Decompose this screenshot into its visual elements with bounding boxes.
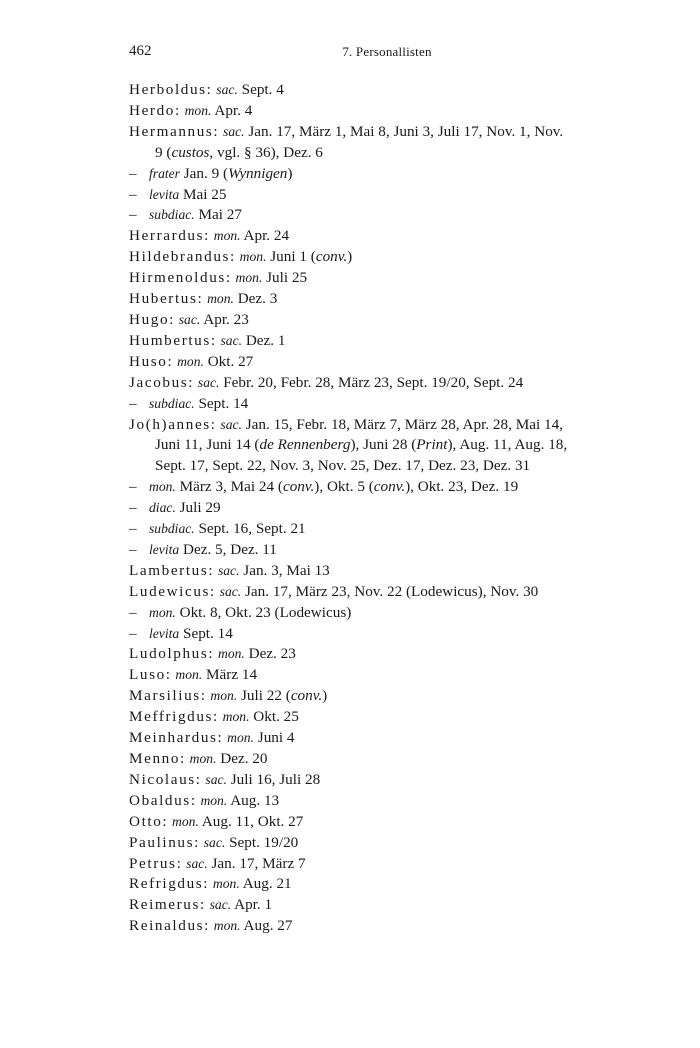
entry-text: Jan. 17, März 23, Nov. 22 (Lodewicus), Nov. 30 <box>241 582 539 600</box>
role-abbreviation: mon. <box>149 479 176 495</box>
italic-note: conv. <box>282 478 315 496</box>
entry-text: Jan. 9 ( <box>179 164 229 182</box>
entry-line <box>129 874 649 895</box>
entry-line <box>129 561 649 582</box>
entry-line <box>129 603 649 624</box>
entry-name: Luso: <box>129 666 172 684</box>
entry-text: Aug. 11, Okt. 27 <box>198 812 304 830</box>
entry-line <box>129 310 649 331</box>
entry-line <box>129 101 649 122</box>
entry-line <box>129 226 649 247</box>
role-abbreviation: sac. <box>217 562 240 578</box>
role-abbreviation: mon. <box>239 249 267 265</box>
entry-text: Apr. 24 <box>240 227 290 245</box>
entry-text: Okt. 25 <box>249 708 299 726</box>
entry-text: ), Juni 28 ( <box>350 436 417 454</box>
role-abbreviation: mon. <box>149 604 176 620</box>
entry-text: Sept. 17, Sept. 22, Nov. 3, Nov. 25, Dez. 17, Dez. 23, Dez. 31 <box>155 457 531 475</box>
entry-line <box>129 122 649 143</box>
role-abbreviation: mon. <box>172 813 199 829</box>
continuation-dash: – <box>129 206 137 224</box>
entry-text: Jan. 17, März 1, Mai 8, Juni 3, Juli 17, Nov. 1, Nov. <box>244 122 564 140</box>
entry-text: ), Aug. 11, Aug. 18, <box>447 436 568 454</box>
continuation-dash: – <box>129 499 137 517</box>
entry-name: Reimerus: <box>129 896 206 914</box>
role-abbreviation: mon. <box>212 876 240 892</box>
role-abbreviation: mon. <box>200 792 228 808</box>
role-abbreviation: subdiac. <box>149 395 195 411</box>
role-abbreviation: mon. <box>235 270 263 286</box>
entry-name: Petrus: <box>129 854 183 872</box>
role-abbreviation: sac. <box>178 311 201 327</box>
role-abbreviation: levita <box>149 541 180 557</box>
entry-text: Apr. 4 <box>211 101 253 119</box>
entry-line <box>129 540 649 561</box>
entry-text: ), Okt. 23, Dez. 19 <box>405 478 519 496</box>
entry-name: Herboldus: <box>129 81 213 98</box>
role-abbreviation: frater <box>149 165 180 181</box>
continuation-dash: – <box>129 478 137 496</box>
entry-line <box>129 624 649 645</box>
entry-line <box>129 185 649 206</box>
entry-line <box>129 644 649 665</box>
running-head <box>129 43 645 63</box>
role-abbreviation: diac. <box>149 500 176 516</box>
continuation-dash: – <box>129 164 137 182</box>
entry-line <box>129 80 649 101</box>
entry-line <box>129 394 649 415</box>
entry-line <box>129 247 649 268</box>
entry-line <box>129 665 649 686</box>
entry-line <box>129 331 649 352</box>
role-abbreviation: sac. <box>205 771 227 787</box>
entry-text: März 14 <box>202 666 258 684</box>
role-abbreviation: levita <box>149 625 180 641</box>
entry-line <box>129 519 649 540</box>
entry-text: Dez. 23 <box>244 645 296 663</box>
continuation-dash: – <box>129 394 137 412</box>
entry-line <box>129 498 649 519</box>
entry-text: ) <box>347 248 353 266</box>
role-abbreviation: sac. <box>197 374 220 390</box>
italic-note: Wynnigen <box>228 164 288 182</box>
entry-text: Jan. 3, Mai 13 <box>239 561 330 579</box>
role-abbreviation: mon. <box>222 709 250 725</box>
entry-name: Jacobus: <box>129 373 195 391</box>
continuation-dash: – <box>129 540 137 558</box>
entry-name: Herrardus: <box>129 227 210 245</box>
entry-name: Humbertus: <box>129 331 217 349</box>
entry-line <box>129 707 649 728</box>
italic-note: conv. <box>373 478 406 496</box>
role-abbreviation: mon. <box>227 730 254 746</box>
entry-text: ) <box>287 164 293 182</box>
role-abbreviation: sac. <box>209 897 232 913</box>
role-abbreviation: subdiac. <box>149 521 195 537</box>
entry-text: Juli 25 <box>262 269 308 287</box>
entry-name: Marsilius: <box>129 687 207 705</box>
entry-line <box>129 854 649 875</box>
entry-continuation-line <box>129 143 649 164</box>
entry-text: Sept. 16, Sept. 21 <box>194 520 306 538</box>
entry-text: Juni 4 <box>253 729 295 747</box>
role-abbreviation: mon. <box>207 291 234 307</box>
italic-note: conv. <box>290 687 323 705</box>
entry-line <box>129 205 649 226</box>
entry-line <box>129 770 649 791</box>
entry-name: Otto: <box>129 812 169 830</box>
entry-line <box>129 352 649 373</box>
entry-name: Ludewicus: <box>129 582 216 600</box>
entry-text: Juli 22 ( <box>237 687 291 705</box>
entry-text: Juli 29 <box>175 499 221 517</box>
role-abbreviation: sac. <box>223 123 245 139</box>
entry-text: 9 ( <box>155 143 172 161</box>
entry-name: Jo(h)annes: <box>129 415 217 433</box>
role-abbreviation: mon. <box>175 667 203 683</box>
entry-line <box>129 164 649 185</box>
entry-name: Herdo: <box>129 101 181 119</box>
page-number: 462 <box>129 43 152 59</box>
italic-note: conv. <box>315 248 348 266</box>
role-abbreviation: mon. <box>213 918 241 934</box>
italic-note: custos <box>171 143 210 161</box>
role-abbreviation: mon. <box>218 646 245 662</box>
entry-line <box>129 477 649 498</box>
role-abbreviation: subdiac. <box>149 207 195 223</box>
entry-name: Hildebrandus: <box>129 248 236 266</box>
entry-text: Febr. 20, Febr. 28, März 23, Sept. 19/20, Sept. 24 <box>219 373 524 391</box>
entry-text: ) <box>322 687 328 705</box>
entry-name: Paulinus: <box>129 833 200 851</box>
entry-text: Okt. 8, Okt. 23 (Lodewicus) <box>175 603 352 621</box>
role-abbreviation: sac. <box>220 416 242 432</box>
entry-name: Hirmenoldus: <box>129 269 232 287</box>
role-abbreviation: sac. <box>219 583 242 599</box>
entry-name: Obaldus: <box>129 791 197 809</box>
role-abbreviation: mon. <box>210 688 238 704</box>
entry-text: Dez. 20 <box>216 750 268 767</box>
italic-note: de Rennenberg <box>259 436 351 454</box>
entry-text: Juni 1 ( <box>266 248 316 266</box>
entry-continuation-line <box>129 456 649 477</box>
entry-text: Sept. 19/20 <box>225 833 299 851</box>
role-abbreviation: mon. <box>177 353 204 369</box>
entry-text: Okt. 27 <box>203 352 254 370</box>
entry-text: Dez. 3 <box>233 290 278 308</box>
entry-text: Aug. 21 <box>239 875 292 893</box>
entry-text: ), Okt. 5 ( <box>314 478 374 496</box>
role-abbreviation: levita <box>149 186 180 202</box>
entry-line <box>129 895 649 916</box>
role-abbreviation: sac. <box>216 82 238 97</box>
entry-line <box>129 728 649 749</box>
entry-line <box>129 791 649 812</box>
role-abbreviation: mon. <box>189 751 217 766</box>
role-abbreviation: sac. <box>220 332 243 348</box>
chapter-title: 7. Personallisten <box>342 44 432 59</box>
entry-line <box>129 415 649 436</box>
italic-note: Print <box>416 436 448 454</box>
personnel-list <box>129 80 649 937</box>
entry-name: Meffrigdus: <box>129 708 219 726</box>
entry-line <box>129 289 649 310</box>
entry-line <box>129 812 649 833</box>
entry-text: Jan. 15, Febr. 18, März 7, März 28, Apr. 28, Mai 14, <box>241 415 563 433</box>
entry-line <box>129 749 649 770</box>
continuation-dash: – <box>129 185 137 203</box>
entry-name: Hubertus: <box>129 290 204 308</box>
continuation-dash: – <box>129 603 137 621</box>
entry-text: Jan. 17, März 7 <box>207 854 306 872</box>
entry-name: Menno: <box>129 750 186 767</box>
entry-name: Huso: <box>129 352 174 370</box>
entry-text: Juli 16, Juli 28 <box>226 770 321 788</box>
entry-name: Hugo: <box>129 310 175 328</box>
entry-text: Apr. 1 <box>231 896 273 914</box>
role-abbreviation: sac. <box>186 855 208 871</box>
entry-name: Reinaldus: <box>129 917 210 935</box>
entry-text: Apr. 23 <box>200 310 249 328</box>
entry-line <box>129 268 649 289</box>
entry-name: Hermannus: <box>129 122 220 140</box>
role-abbreviation: sac. <box>203 834 226 850</box>
continuation-dash: – <box>129 520 137 538</box>
entry-name: Refrigdus: <box>129 875 210 893</box>
entry-continuation-line <box>129 435 649 456</box>
entry-text: Dez. 5, Dez. 11 <box>179 540 277 558</box>
entry-line <box>129 916 649 937</box>
entry-name: Nicolaus: <box>129 770 202 788</box>
entry-text: Mai 25 <box>179 185 227 203</box>
entry-text: Mai 27 <box>194 206 242 224</box>
entry-name: Lambertus: <box>129 561 215 579</box>
entry-line <box>129 686 649 707</box>
role-abbreviation: mon. <box>184 102 212 118</box>
entry-text: Aug. 27 <box>240 917 293 935</box>
entry-line <box>129 373 649 394</box>
entry-line <box>129 833 649 854</box>
entry-text: Juni 11, Juni 14 ( <box>155 436 260 454</box>
entry-text: März 3, Mai 24 ( <box>175 478 283 496</box>
entry-line <box>129 582 649 603</box>
entry-text: Aug. 13 <box>227 791 280 809</box>
entry-name: Meinhardus: <box>129 729 224 747</box>
entry-text: , vgl. § 36), Dez. 6 <box>209 143 323 161</box>
entry-text: Sept. 14 <box>194 394 249 412</box>
entry-text: Dez. 1 <box>242 331 286 349</box>
entry-text: Sept. 4 <box>237 81 284 98</box>
role-abbreviation: mon. <box>213 228 241 244</box>
entry-name: Ludolphus: <box>129 645 215 663</box>
continuation-dash: – <box>129 624 137 642</box>
entry-text: Sept. 14 <box>179 624 233 642</box>
